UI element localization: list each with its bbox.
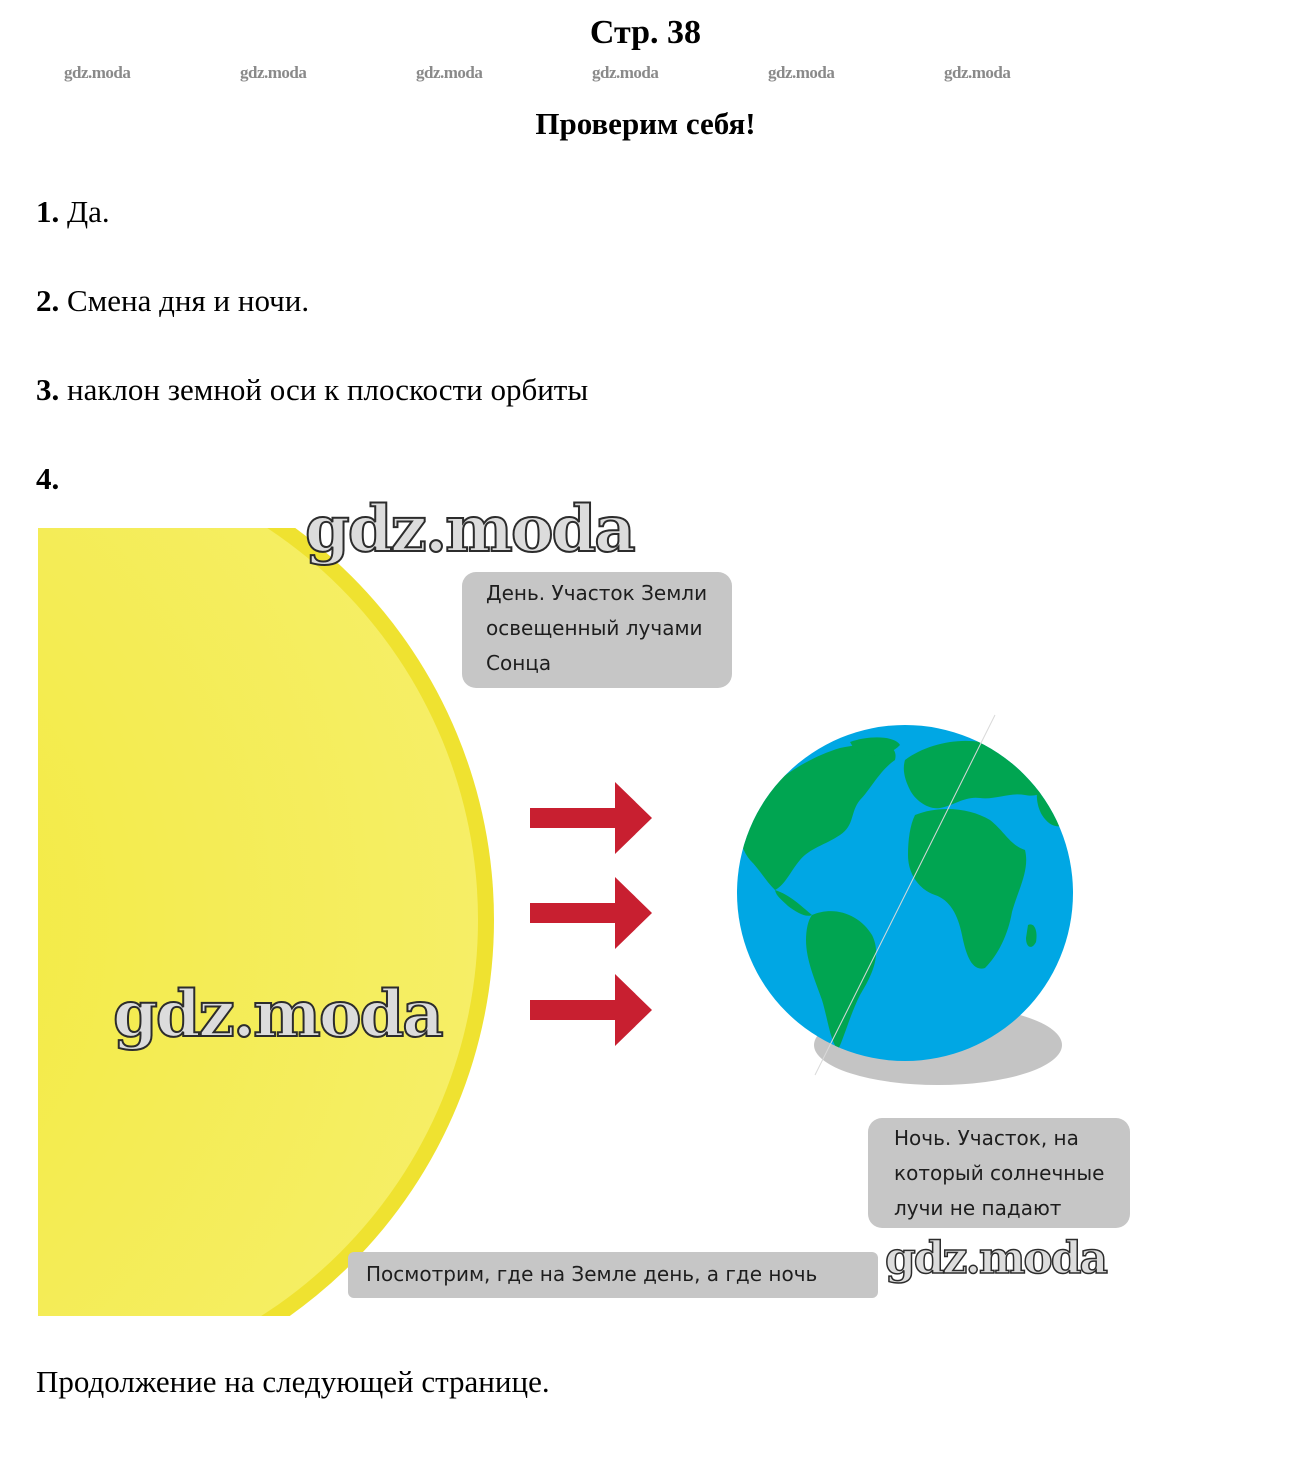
callout-day-line: Сонца (486, 651, 552, 675)
callout-night-line: который солнечные (894, 1161, 1105, 1185)
answer-2 (36, 283, 309, 319)
answer-number: 1. (36, 194, 60, 229)
watermark-small: gdz.moda (592, 63, 659, 82)
footer-note: Продолжение на следующей странице. (36, 1364, 550, 1399)
answer-text: Смена дня и ночи. (67, 283, 310, 318)
callout-night-line: лучи не падают (894, 1196, 1062, 1220)
watermark-small: gdz.moda (240, 63, 307, 82)
callout-night-line: Ночь. Участок, на (894, 1126, 1079, 1150)
page-number: Стр. 38 (589, 14, 702, 51)
callout-night (868, 1118, 1130, 1228)
watermark-large: gdz.moda (885, 1233, 1107, 1284)
section-title: Проверим себя! (535, 106, 756, 141)
answer-text: Да. (67, 194, 110, 229)
callout-day (462, 572, 732, 688)
answer-1 (36, 194, 110, 230)
answer-text: наклон земной оси к плоскости орбиты (67, 372, 589, 407)
watermark-small: gdz.moda (416, 63, 483, 82)
watermark-large: gdz.moda (305, 492, 634, 567)
answer-number: 4. (36, 461, 60, 496)
callout-day-line: освещенный лучами (486, 616, 703, 640)
watermark-small: gdz.moda (768, 63, 835, 82)
sun-ray-arrow (530, 782, 652, 854)
answer-3 (36, 372, 588, 408)
sun-ray-arrow (530, 877, 652, 949)
answer-number: 3. (36, 372, 60, 407)
sun-shape (0, 490, 494, 1320)
caption-callout: Посмотрим, где на Земле день, а где ночь (348, 1252, 878, 1298)
callout-day-line: День. Участок Земли (486, 581, 708, 605)
watermark-large: gdz.moda (113, 977, 442, 1052)
watermark-small: gdz.moda (64, 63, 131, 82)
watermark-small: gdz.moda (944, 63, 1011, 82)
sun-ray-arrow (530, 974, 652, 1046)
answer-number: 2. (36, 283, 60, 318)
